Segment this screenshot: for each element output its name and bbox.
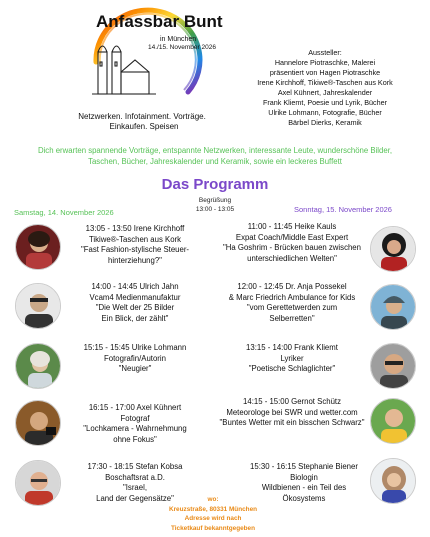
tagline-line-2: Einkaufen. Speisen (109, 122, 179, 131)
exhibitors-heading: Aussteller: (308, 48, 342, 57)
exhibitor-line: präsentiert von Hagen Piotraschke (269, 68, 381, 77)
talk-right-2 (214, 282, 370, 324)
talk-line: Ein Blick, der zählt" (101, 313, 169, 323)
tagline-line-1: Netzwerken. Infotainment. Vorträge. (78, 112, 206, 121)
talk-line: "Lochkamera - Wahrnehmung (83, 424, 187, 433)
logo-dates: 14./15. November 2026 (148, 44, 216, 51)
speaker-photo (370, 226, 416, 272)
venue-note: Ticketkauf bekanntgegeben (170, 524, 256, 532)
talk-line: "Israel, (123, 483, 147, 492)
talk-line: Ökosystems (282, 493, 326, 503)
exhibitor-line: Frank Kliemt, Poesie und Lyrik, Bücher (263, 98, 387, 107)
talk-line: 15:15 - 15:45 Ulrike Lohmann (83, 343, 187, 352)
talk-right-3 (214, 343, 370, 375)
exhibitor-line: Axel Kühnert, Jahreskalender (277, 88, 373, 97)
talk-line: Expat Coach/Middle East Expert (235, 232, 349, 242)
talk-line: 17:30 - 18:15 Stefan Kobsa (87, 462, 183, 471)
greeting-label: Begrüßung (198, 197, 232, 204)
talk-line: 14:00 - 14:45 Ulrich Jahn (91, 282, 179, 291)
speaker-photo (370, 284, 416, 330)
talk-line: 14:15 - 15:00 Gernot Schütz (243, 397, 341, 406)
intro-line-1: Dich erwarten spannende Vorträge, entspannte Netzwerken, interessante Leute, wunderschöne Bilder, (37, 146, 393, 155)
day-sunday: Sonntag, 15. November 2026 (294, 205, 392, 214)
talk-line: 12:00 - 12:45 Dr. Anja Possekel (237, 282, 347, 291)
talk-line: Meteorologe bei SWR und wetter.com (226, 407, 358, 417)
greeting (180, 196, 250, 214)
greeting-time: 13:00 - 13:05 (195, 206, 235, 213)
talk-line: 13:05 - 13:50 Irene Kirchhoff (85, 224, 185, 233)
logo-title: Anfassbar Bunt (96, 12, 223, 31)
speaker-photo (15, 224, 61, 270)
program-title: Das Programm (161, 176, 269, 193)
talk-line: Land der Gegensätze" (96, 493, 174, 503)
speaker-photo (370, 398, 416, 444)
talk-line: "Ha Goshrim - Brücken bauen zwischen (223, 243, 361, 252)
talk-line: ohne Fokus" (113, 434, 157, 444)
exhibitor-line: Hannelore Piotraschke, Malerei (274, 58, 376, 67)
talk-right-4 (214, 397, 370, 429)
talk-line: & Marc Friedrich Ambulance for Kids (228, 292, 356, 302)
talk-line: "Neugier" (118, 364, 152, 373)
talk-line: "vom Gerettetwerden zum (246, 303, 338, 312)
talk-line: Biologin (290, 472, 318, 482)
talk-line: unterschiedlichen Welten" (247, 253, 337, 263)
speaker-photo (15, 343, 61, 389)
exhibitor-line: Bärbel Dierks, Keramik (288, 118, 362, 127)
talk-line: 15:30 - 16:15 Stephanie Biener (250, 462, 358, 471)
talk-line: Lyriker (280, 353, 304, 363)
venue-address: Kreuzstraße, 80331 München (168, 505, 258, 513)
exhibitor-line: Ulrike Lohmann, Fotografie, Bücher (268, 108, 382, 117)
talk-line: "Poetische Schlaglichter" (248, 364, 336, 373)
logo-city: in München (160, 36, 197, 43)
talk-line: Selberretten" (269, 313, 315, 323)
talk-left-3 (60, 343, 210, 375)
talk-line: "Die Welt der 25 Bilder (95, 303, 175, 312)
talk-left-1 (60, 224, 210, 266)
day-saturday: Samstag, 14. November 2026 (14, 208, 114, 217)
talk-line: Fotografin/Autorin (104, 353, 166, 363)
speaker-photo (15, 400, 61, 446)
talk-line: Wildbienen - ein Teil des (261, 483, 347, 492)
talk-line: hinterziehung?" (108, 255, 162, 265)
talk-line: Fotograf (120, 413, 150, 423)
talk-right-1 (214, 222, 370, 264)
talk-left-2 (60, 282, 210, 324)
talk-left-4 (60, 403, 210, 445)
speaker-photo (15, 460, 61, 506)
talk-line: "Fast Fashion-stylische Steuer- (80, 245, 190, 254)
intro-line-2: Taschen, Bücher, Jahreskalender und Keramik, sowie ein leckeres Buffett (88, 157, 342, 166)
talk-line: Vcam4 Medienmanufaktur (89, 292, 181, 302)
talk-line: 11:00 - 11:45 Heike Kauls (247, 222, 337, 231)
talk-line: 16:15 - 17:00 Axel Kühnert (88, 403, 182, 412)
speaker-photo (370, 343, 416, 389)
talk-line: "Buntes Wetter mit ein bisschen Schwarz" (219, 418, 365, 427)
exhibitor-line: Irene Kirchhoff, Tikiwe®-Taschen aus Kork (257, 78, 393, 87)
talk-line: Boschaftsrat a.D. (105, 472, 165, 482)
talk-line: Tikiwe®-Taschen aus Kork (88, 234, 182, 244)
intro-text (4, 145, 426, 167)
talk-line: 13:15 - 14:00 Frank Kliemt (246, 343, 338, 352)
speaker-photo (15, 283, 61, 329)
venue-note: Adresse wird nach (184, 515, 242, 522)
venue-label: wo: (207, 496, 219, 503)
exhibitors-list (232, 48, 418, 128)
speaker-photo (370, 458, 416, 504)
venue-info (148, 495, 278, 533)
